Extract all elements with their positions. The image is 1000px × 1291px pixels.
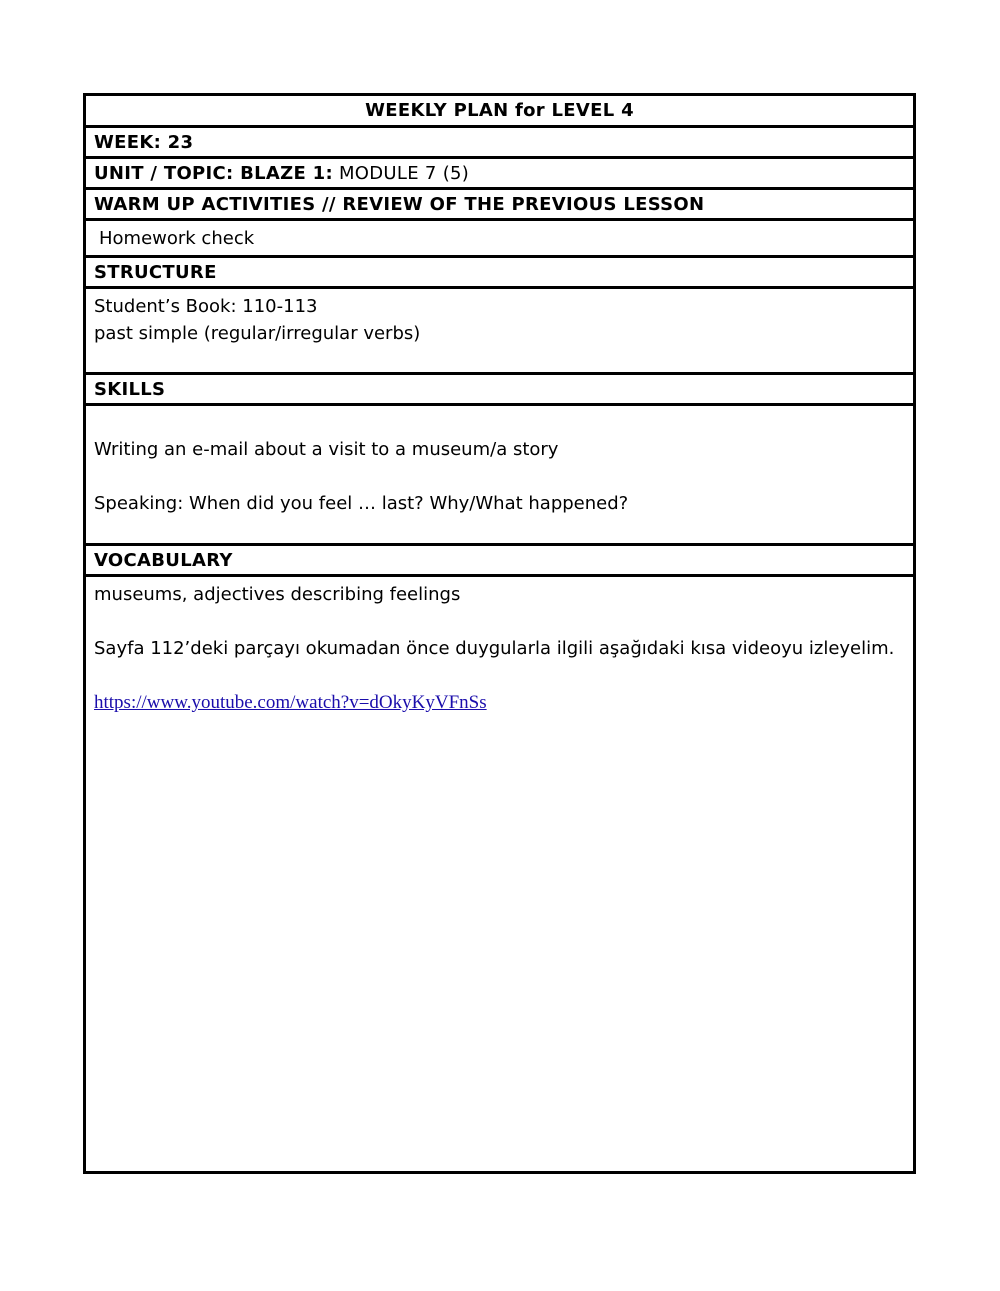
vocabulary-line: museums, adjectives describing feelings — [94, 584, 461, 605]
skills-heading: SKILLS — [86, 375, 913, 406]
warm-up-heading: WARM UP ACTIVITIES // REVIEW OF THE PREVIOUS LESSON — [86, 190, 913, 221]
structure-heading: STRUCTURE — [86, 258, 913, 289]
vocabulary-line: Sayfa 112’deki parçayı okumadan önce duygularla ilgili aşağıdaki kısa videoyu izleyelim. — [94, 638, 895, 659]
youtube-video-link[interactable]: https://www.youtube.com/watch?v=dOkyKyVFnSs — [94, 692, 487, 713]
skills-line: Writing an e-mail about a visit to a museum/a story — [94, 439, 559, 460]
unit-topic-label: UNIT / TOPIC: BLAZE 1: — [94, 162, 333, 184]
week-row: WEEK: 23 — [86, 128, 913, 159]
weekly-plan-table — [83, 93, 916, 1174]
structure-line: Student’s Book: 110-113 — [94, 296, 318, 317]
warm-up-text: Homework check — [86, 221, 913, 258]
unit-topic-value: MODULE 7 (5) — [338, 162, 470, 184]
skills-body — [86, 406, 913, 546]
vocabulary-body — [86, 577, 913, 1171]
structure-line: past simple (regular/irregular verbs) — [94, 323, 421, 344]
unit-topic-row — [86, 159, 913, 190]
plan-title: WEEKLY PLAN for LEVEL 4 — [86, 96, 913, 128]
structure-body — [86, 289, 913, 375]
skills-line: Speaking: When did you feel … last? Why/What happened? — [94, 493, 629, 514]
vocabulary-heading: VOCABULARY — [86, 546, 913, 577]
